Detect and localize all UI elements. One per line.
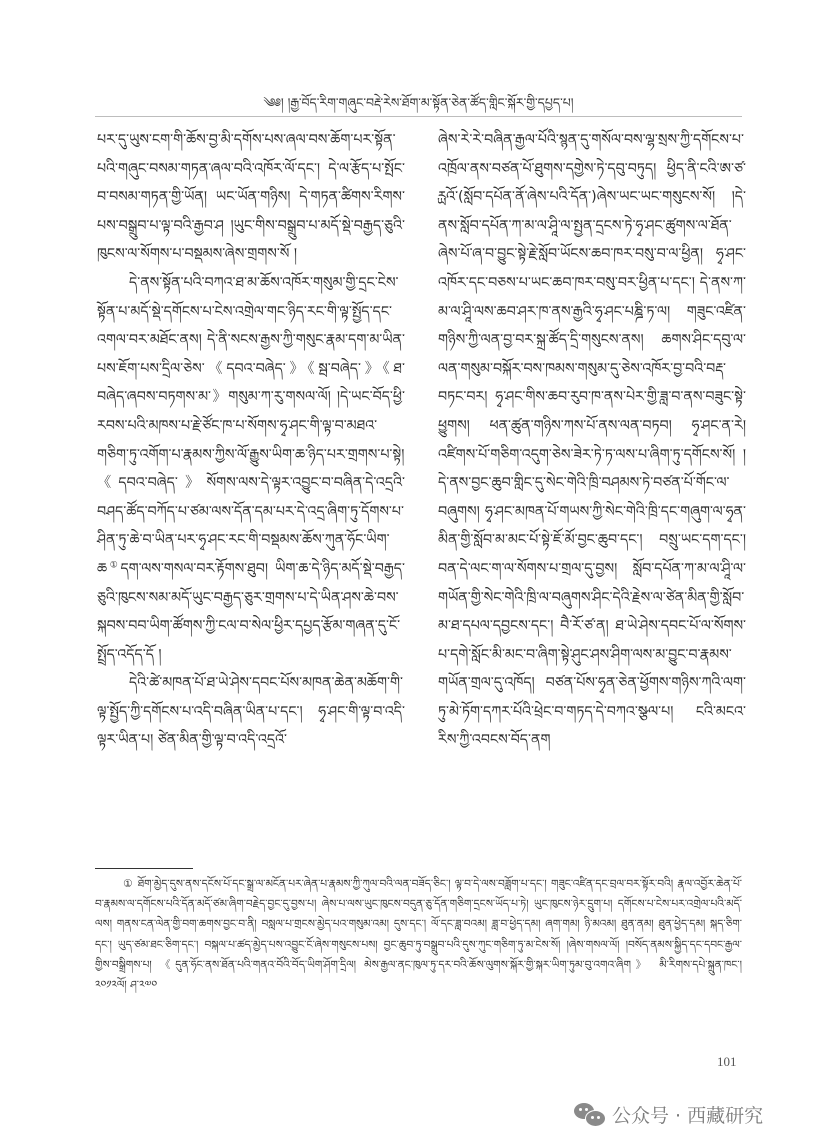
wechat-icon bbox=[574, 1103, 606, 1127]
paragraph-text: དག་ལས་གསལ་བར་རྟོགས་ཐུབ། ཡིག་ཆ་དེ་ཉིད་མདོ་སྡེ་བརྒྱད་ཅུའི་ཁུངས་སམ་མདོ་ཡུང་བརྒྱད་ཅུར་གྲགས་པ་དེ་ཡིན་ཤས་ཆེ་བས་སྐབས་བབ་ཡིག་ཚོགས་ཀྱི་ངལ་བ་སེལ་ཕྱིར་དཔྱད་རྩོམ་གཞན་དུ་ངོ་སྤྲོད་འདོད་དོ ། bbox=[97, 560, 405, 663]
running-header: ༄༅། །རྒྱ་བོད་རིག་གཞུང་བརྡེ་རེས་ཐོག་མ་སྟོན་ཅེན་ཚོད་གླིང་སྐོར་གྱི་དཔྱད་པ། bbox=[263, 95, 574, 110]
paragraph: དེའི་ཚེ་མཁན་པོ་ཐ་ཡེ་ཤེས་དབང་པོས་མཁན་ཆེན་མཆོག་གི་ལྟ་སྤྱོད་ཀྱི་དགོངས་པ་འདི་བཞིན་ཡིན་པ་དང་། ཧྭ་ཤང་གི་ལྟ་བ་འདི་ལྟར་ཡིན་པ། ཙེན་མིན་གྱི་ལྟ་བ་འདི་འདྲའོ་ bbox=[97, 675, 405, 749]
watermark bbox=[574, 1101, 763, 1128]
paragraph: པར་དུ་ཡུས་ངག་གི་ཆོས་བྱ་མི་དགོས་པས་ཞལ་བས་ཆོག་པར་སྟོན་པའི་གཞུང་བསམ་གཏན་ཞལ་བའི་འཁོར་ལོ་དང་། དེ་ལ་རྩོད་པ་སྤོང་བ་བསམ་གཏན་གྱི་ཡོན། ཡང་ཡོན་གཉིས། དེ་གཏན་ཚིགས་རིགས་པས་བསྒྲུབ་པ་ལྟ་བའི་རྒྱབ་ཤ །ཡུང་གིས་བསྒྲུབ་པ་མདོ་སྡེ་བརྒྱད་ཅུའི་ཁུངས་ལ་སོགས་པ་བསྡམས་ཞེས་གྲགས་སོ ། bbox=[97, 132, 405, 263]
left-column bbox=[97, 126, 405, 755]
watermark-text: 公众号 · 西藏研究 bbox=[612, 1105, 764, 1127]
page-number: 101 bbox=[717, 1054, 737, 1069]
paragraph-text: དེ་ནས་སྟོན་པའི་བཀའ་ཐ་མ་ཆོས་འཁོར་གསུམ་གྱི་དྲང་ངེས་སྟོན་པ་མདོ་སྡེ་དགོངས་པ་ངེས་འགྲེལ་གང་ཉིད་རང་གི་ལྟ་སྤྱོད་དང་འགལ་བར་མཐོང་ནས། དེ་ནི་སངས་རྒྱས་ཀྱི་གསུང་རྣམ་དག་མ་ཡིན་པས་ཇོག་པས་དྲིལ་ཅེས་《དབའ་བཞེད་》《སྦ་བཞེད་》《ཐ་བཞེད་ཞབས་བཏགས་མ་》གསུམ་ཀ་རུ་གསལ་ལོ། །དེ་ཡང་བོད་ཕྱི་རབས་པའི་མཁས་པ་རྗེ་ཙོང་ཁ་པ་སོགས་ཧྭ་ཤང་གི་ལྟ་བ་མཐའ་གཅིག་ཏུ་འགོག་པ་རྣམས་ཀྱིས་ལོ་རྒྱུས་ཡིག་ཆ་ཉིད་པར་གྲགས་པ་སྟེ། 《དབའ་བཞེད་》སོགས་ལས་དེ་ལྟར་འབྱུང་བ་བཞིན་དེ་འདྲའི་བཤད་ཚོད་བཀོད་པ་ཙམ་ལས་དོན་དམ་པར་དེ་འདྲ་ཞིག་ཏུ་དོགས་པ་ཤིན་ཏུ་ཆེ་བ་ཡིན་པར་ཧྭ་ཤང་རང་གི་བསྡམས་ཆོས་ཀུན་ཧོང་ཡིག་ཆ bbox=[97, 274, 405, 577]
footnote bbox=[95, 874, 742, 995]
right-column bbox=[438, 126, 746, 755]
header-rule bbox=[95, 116, 742, 117]
footnote-reference[interactable]: ① bbox=[107, 560, 121, 571]
paragraph: ཞེས་རེ་རེ་བཞིན་རྒྱལ་པོའི་སྙན་དུ་གསོལ་བས་ལྷ་སྲས་ཀྱི་དགོངས་པ་འཁྲོལ་ནས་བཙན་པོ་ཐུགས་དགྱེས་ཏེ་དབུ་བཏུད། ཕྱིད་ནི་ངའི་ཨ་ཙ་ཪྻའོ་(སློབ་དཔོན་ནོ་ཞེས་པའི་དོན་)ཞེས་ཡང་ཡང་གསུངས་སོ། །དེ་ནས་སློབ་དཔོན་ཀ་མ་ལ་ཤཱི་ལ་སྤྱན་དྲངས་ཏེ་ཧྭ་ཤང་ཚུགས་ལ་ཐོན་ཞེས་པོ་ཞ་བ་བྱུང་སྟེ་རྗེ་སློབ་ཡོངས་ཆབ་ཁར་བསུ་བ་ལ་ཕྱིན། ཧྭ་ཤང་འཁོར་དང་བཅས་པ་ཡང་ཆབ་ཁར་བསུ་བར་ཕྱིན་པ་དང་། དེ་ནས་ཀ་མ་ལ་ཤཱི་ལས་ཆབ་ཤར་ཁ་ནས་རྒྱའི་ཧྭ་ཤང་པཎྜི་ཏ་ལ། གཟུང་འཛིན་གཉིས་ཀྱི་ལན་བྱ་བར་སྐྲ་ཚོད་དྲི་གསུངས་ནས། ཆགས་ཤིང་དབུ་ལ་ལན་གསུམ་བསྐོར་བས་ཁམས་གསུམ་དུ་ཅེས་འཁོར་བྱ་བའི་བརྡ་བཏང་བར། ཧྭ་ཤང་གིས་ཆབ་རུབ་ཁ་ནས་པེར་གྱི་ཟླ་བ་ནས་བཟུང་སྟེ་ཕྱུགས། ཕན་ཚུན་གཉིས་ཀས་པོ་ནས་ལན་བཏབ། ཧྭ་ཤང་ན་རེ། འཛིགས་པོ་གཅིག་འདུག་ཅེས་ཟེར་ཏེ་ཏ་ལས་པ་ཞིག་ཏུ་དགོངས་སོ། །དེ་ནས་བྱང་ཆུབ་གླིང་དུ་སེང་གེའི་ཁྲི་བཤམས་ཏེ་བཙན་པོ་གོང་ལ་བཞུགས། ཧྭ་ཤང་མཁན་པོ་གཡས་ཀྱི་སེང་གེའི་ཁྲི་དང་གཞུག་ལ་ཧྭན་མིན་གྱི་སློབ་མ་མང་པོ་སྟེ་ཇོ་མོ་བྱང་ཆུབ་དང་། བསྲུ་ཡང་དག་དང་། བན་དེ་ལང་ག་ལ་སོགས་པ་གྲལ་དུ་བྱས། སློབ་དཔོན་ཀ་མ་ལ་ཤཱི་ལ་གཡོན་གྱི་སེང་གེའི་ཁྲི་ལ་བཞུགས་ཤིང་དེའི་རྗེས་ལ་ཙེན་མིན་གྱི་སློབ་མ་ཐ་དཔལ་དབྱངས་དང་། བཻ་རོ་ཙ་ན། ཐ་ཡེ་ཤེས་དབང་པོ་ལ་སོགས་པ་དགེ་སློང་མི་མང་བ་ཞིག་སྟེ་ཤུང་ཤས་ཤིག་ལས་མ་བྱུང་བ་རྣམས་གཡོན་གྲལ་དུ་འཁོད། བཙན་པོས་ཧྭན་ཅེན་ཕྱོགས་གཉིས་ཀའི་ལག་ཏུ་མེ་ཏོག་དཀར་པོའི་ཕྲེང་བ་གཏད་དེ་བཀའ་སྩལ་པ། ངའི་མངའ་རིས་ཀྱི་འབངས་བོད་ནག bbox=[438, 132, 746, 749]
footnote-marker: ① bbox=[123, 878, 134, 890]
footnote-text: ཐོག་མྱེད་དུས་ནས་དངོས་པོ་དང་སྒྲ་ལ་མངོན་པར་ཞེན་པ་རྣམས་ཀྱི་ཀུལ་བའི་ལན་བཟོད་ཅིང་། ལྟ་བ་དེ་ལས་བཟློག་པ་དང་། གཟུང་འཛིན་དང་བྲལ་བར་སྟོར་བའི། རྣལ་འབྱོར་ཆེན་པོ་བ་རྣམས་ལ་དགོངས་པའི་དོན་མདོ་ཙམ་ཞིག་བརྗེད་བྱང་དུ་བྱས་པ། ཞེས་པ་ལས་ཡུང་ཁུངས་བདུན་ཅུ་དོན་གཅིག་དྲངས་ཡོད་པ་ཏེ། ཡུང་ཁུངས་ཉེར་དྲུག་པ། དགོངས་པ་ངེས་པར་འགྲེལ་པའི་མདོ་ལས། གནས་ངན་ལེན་གྱི་བག་ཆགས་བྱང་བ་ནི། བསླལ་པ་གྲངས་མྱེད་པའ་གསུམ་འམ། དུས་དང་། ལོ་དང་ཟླ་བའམ། ཟླ་བ་ཕྱེད་དམ། ཞག་གམ། ཉི་མའམ། ཐུན་ནམ། ཐུན་ཕྱེད་དམ། སྐད་ཅིག་དང་། ཡུད་ཙམ་ཐང་ཅིག་དང་། བསྐལ་པ་ཚད་མྱེད་པས་འབྱུང་ངོ་ཞེས་གསུངས་པས། བྱང་ཆུབ་ཏུ་བསྒྲུབ་པའི་དུས་ཀུང་གཅིག་ཏུ་མ་ངེས་སོ། །ཞེས་གསལ་ལོ། །བསོད་ནམས་སྐྱིད་དང་དབང་རྒྱལ་གྱིས་བསྒྲིགས་པ། 《དུན་ཧོང་ནས་ཐོན་པའི་གནའ་བོའི་བོད་ཡིག་ཤོག་དྲིལ། མེས་རྒྱལ་ནང་ཁུལ་ཏུ་དར་བའི་ཆོས་ལུགས་སྐོར་གྱི་སྐར་ཡིག་ཏུམ་བུ་འགའ་ཞིག》 མི་རིགས་དཔེ་སྐྲུན་ཁང་། ༢༠༡༢ལོ། ཤ་༢༧༠ bbox=[95, 878, 742, 992]
paragraph bbox=[97, 269, 405, 669]
footnote-rule bbox=[95, 868, 193, 869]
